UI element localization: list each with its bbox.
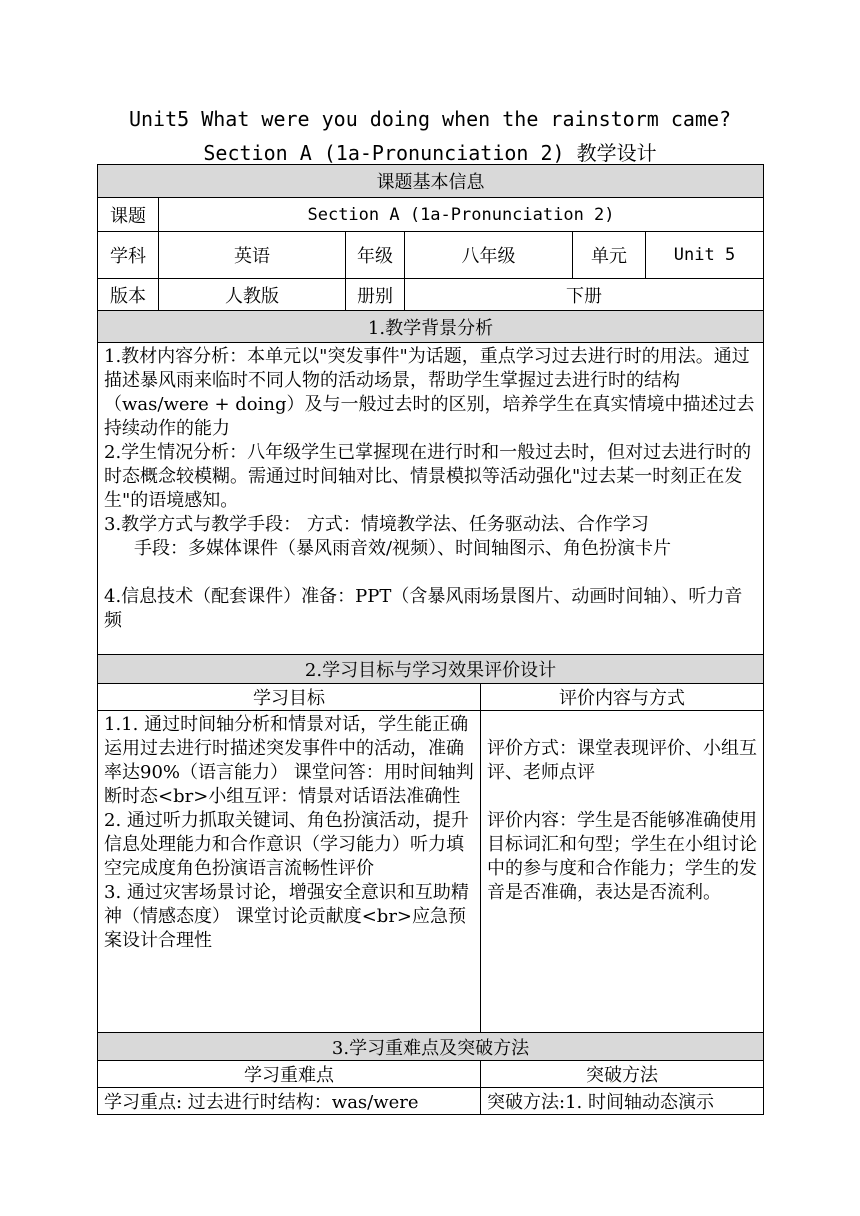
grade-label: 年级 — [346, 232, 405, 279]
topic-value: Section A (1a-Pronunciation 2) — [159, 198, 764, 232]
evaluation-content: 评价内容：学生是否能够准确使用目标词汇和句型；学生在小组讨论中的参与度和合作能力；学生的发音是否准确，表达是否流利。 — [487, 810, 757, 903]
lesson-plan-table — [97, 164, 764, 1115]
unit-value: Unit 5 — [646, 232, 764, 279]
basic-info-heading: 课题基本信息 — [98, 165, 764, 198]
method-column-header: 突破方法 — [481, 1061, 764, 1088]
goal-2: 2. 通过听力抓取关键词、角色扮演活动，提升信息处理能力和合作意识（学习能力）听力填空完成度角色扮演语言流畅性评价 — [104, 810, 469, 879]
it-preparation: 4.信息技术（配套课件）准备：PPT（含暴风雨场景图片、动画时间轴）、听力音频 — [104, 586, 743, 631]
learning-goals — [98, 711, 481, 1033]
volume-value: 下册 — [405, 279, 764, 311]
document-title: Unit5 What were you doing when the rainstorm came? — [128, 107, 732, 131]
key-point-row: 学习重点: 过去进行时结构：was/were — [98, 1088, 481, 1115]
background-heading: 1.教学背景分析 — [98, 311, 764, 343]
grade-value: 八年级 — [405, 232, 573, 279]
unit-label: 单元 — [573, 232, 646, 279]
edition-value: 人教版 — [159, 279, 346, 311]
evaluation-design — [481, 711, 764, 1033]
teaching-methods: 3.教学方式与教学手段： 方式：情境教学法、任务驱动法、合作学习 — [104, 514, 649, 535]
evaluation-method: 评价方式：课堂表现评价、小组互评、老师点评 — [487, 738, 757, 783]
eval-column-header: 评价内容与方式 — [481, 684, 764, 711]
edition-label: 版本 — [98, 279, 159, 311]
goal-3: 3. 通过灾害场景讨论，增强安全意识和互助精神（情感态度） 课堂讨论贡献度<br>应急预案设计合理性 — [104, 882, 469, 951]
document-subtitle: Section A (1a-Pronunciation 2) 教学设计 — [203, 141, 657, 165]
textbook-analysis: 1.教材内容分析：本单元以"突发事件"为话题，重点学习过去进行时的用法。通过描述暴风雨来临时不同人物的活动场景，帮助学生掌握过去进行时的结构（was/were + doing）及与一般过去时的区别，培养学生在真实情境中描述过去持续动作的能力 — [104, 346, 755, 439]
subject-value: 英语 — [159, 232, 346, 279]
topic-label: 课题 — [98, 198, 159, 232]
background-analysis — [98, 343, 764, 655]
method-row: 突破方法:1. 时间轴动态演示 — [481, 1088, 764, 1115]
goal-column-header: 学习目标 — [98, 684, 481, 711]
teaching-tools: 手段：多媒体课件（暴风雨音效/视频）、时间轴图示、角色扮演卡片 — [134, 538, 672, 559]
volume-label: 册别 — [346, 279, 405, 311]
key-column-header: 学习重难点 — [98, 1061, 481, 1088]
key-points-heading: 3.学习重难点及突破方法 — [98, 1033, 764, 1061]
subject-label: 学科 — [98, 232, 159, 279]
objectives-heading: 2.学习目标与学习效果评价设计 — [98, 655, 764, 684]
student-analysis: 2.学生情况分析：八年级学生已掌握现在进行时和一般过去时，但对过去进行时的时态概念较模糊。需通过时间轴对比、情景模拟等活动强化"过去某一时刻正在发生"的语境感知。 — [104, 442, 752, 511]
goal-1: 1.1. 通过时间轴分析和情景对话，学生能正确运用过去进行时描述突发事件中的活动，准确率达90%（语言能力） 课堂问答：用时间轴判断时态<br>小组互评：情景对话语法准确性 — [104, 714, 474, 807]
